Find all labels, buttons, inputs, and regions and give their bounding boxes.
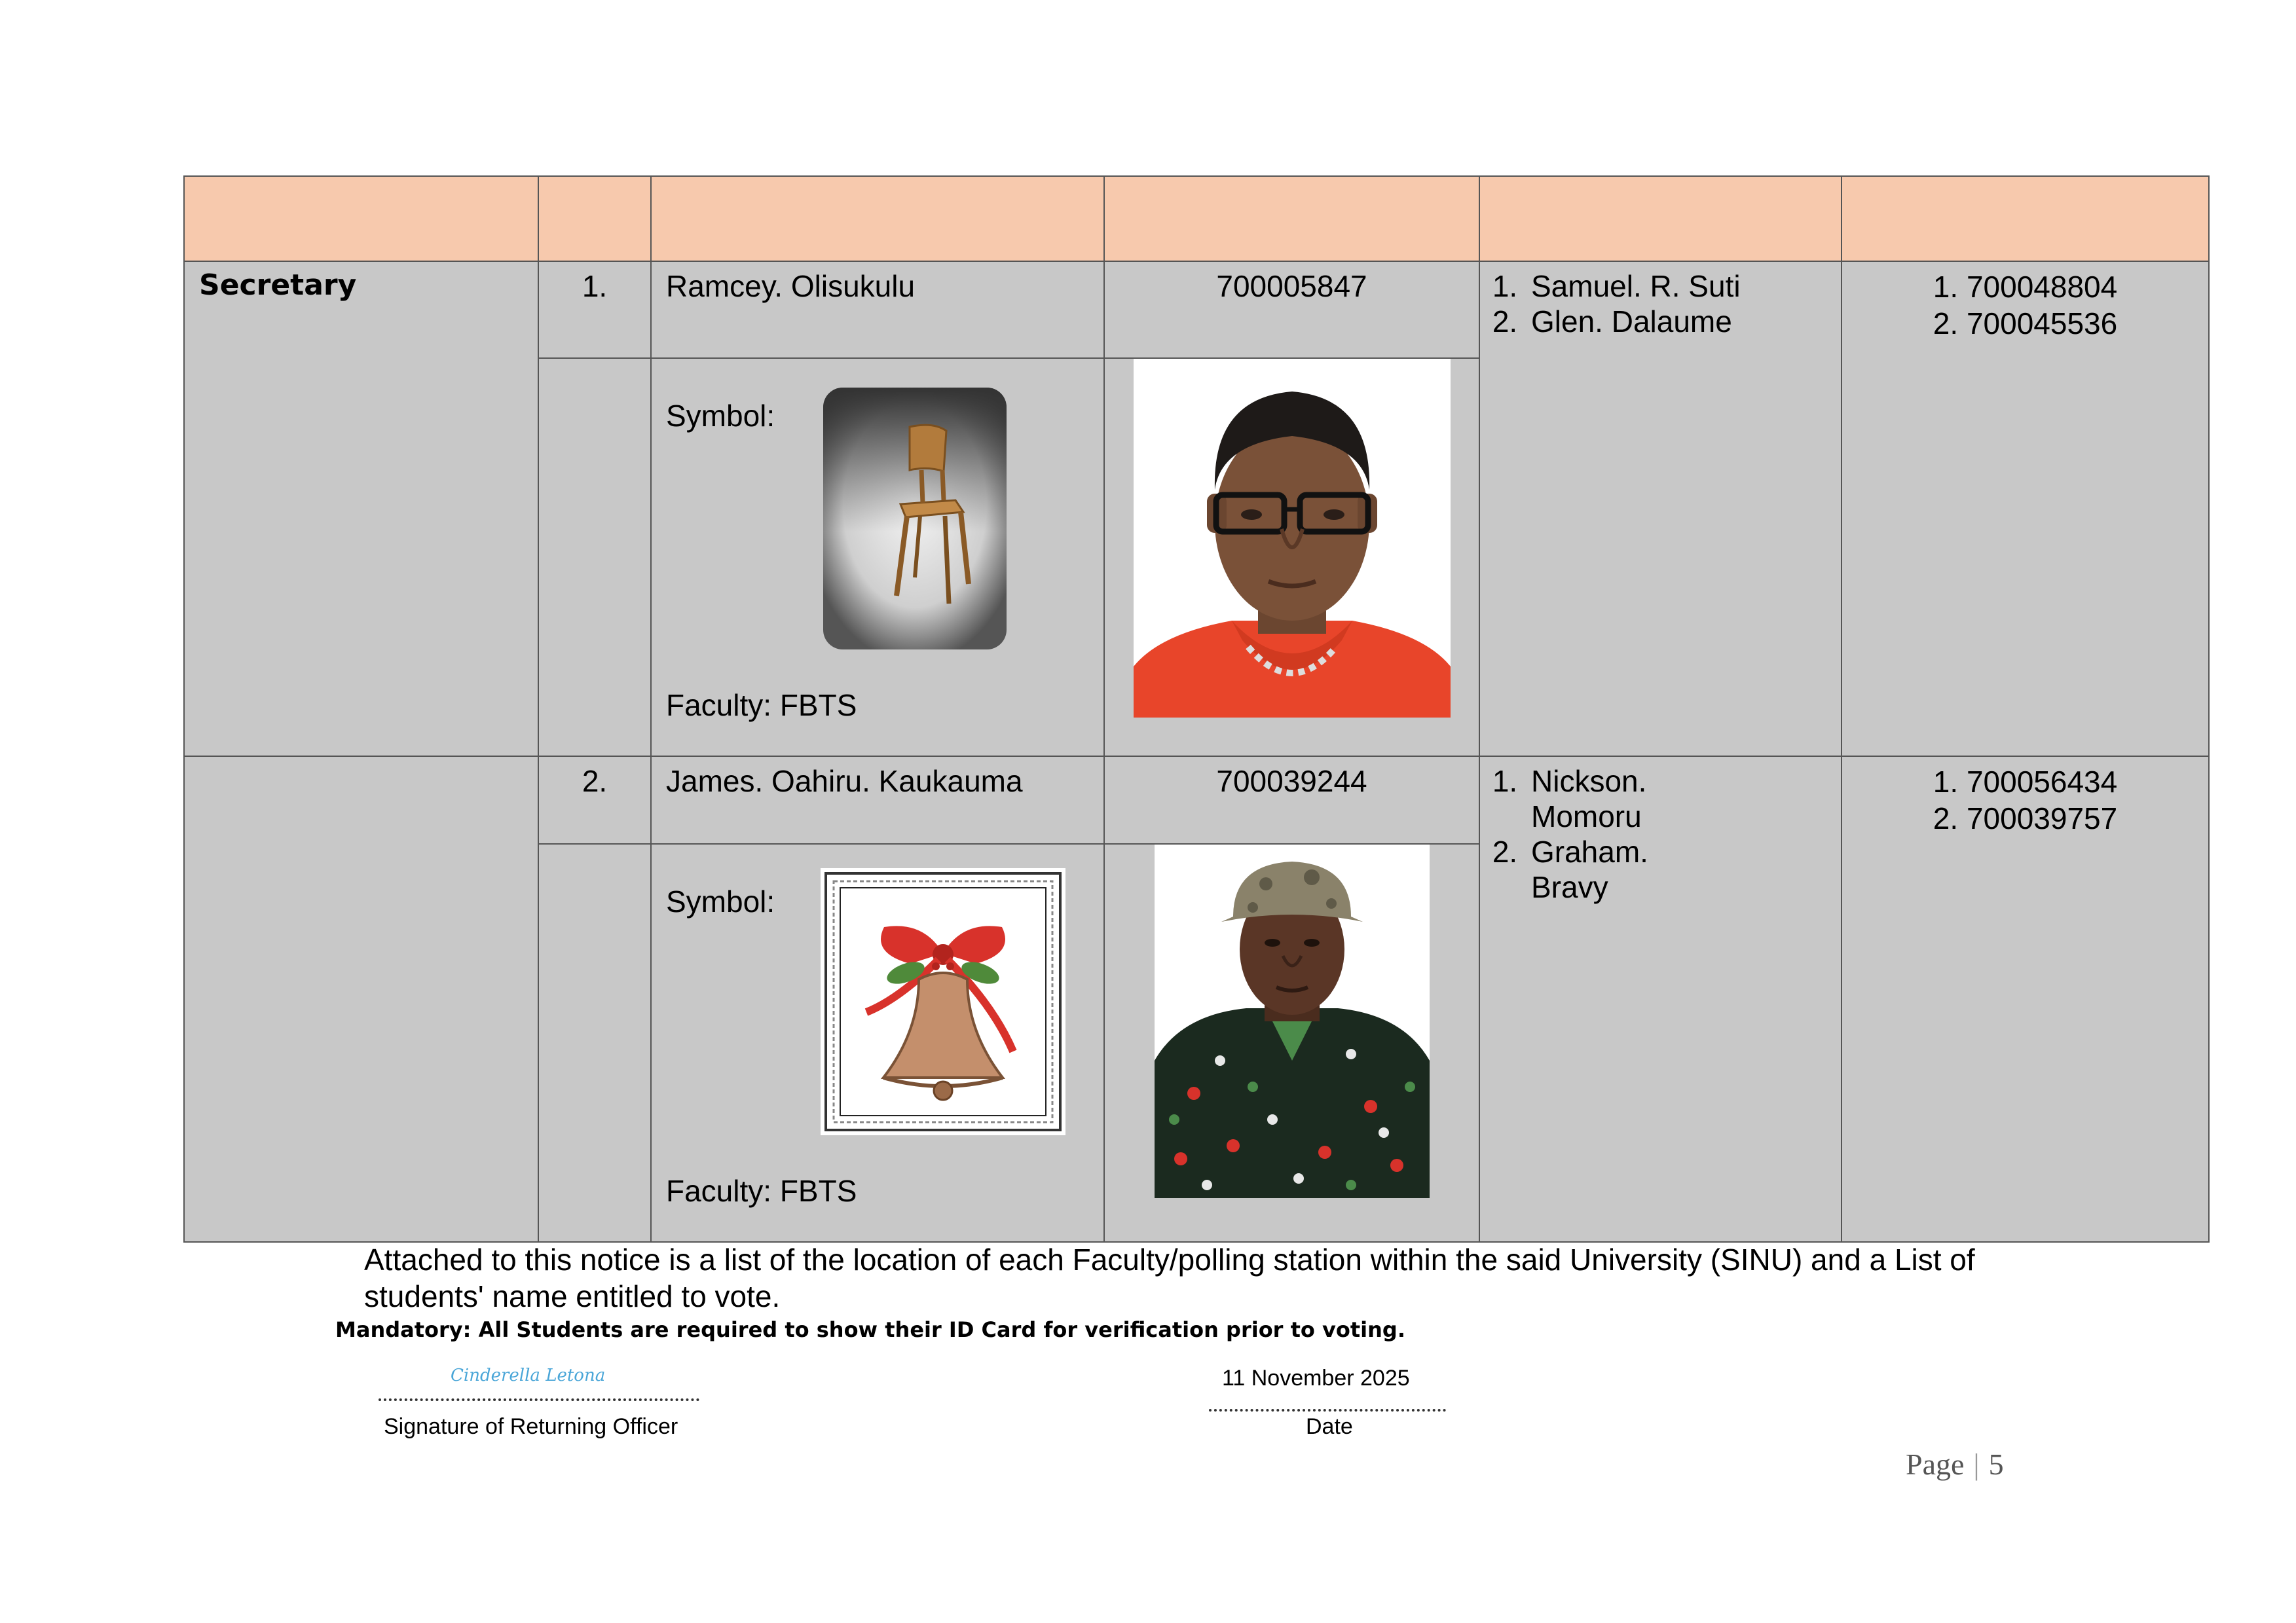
candidate-name: Ramcey. Olisukulu — [666, 269, 916, 303]
page-separator: | — [1973, 1448, 1980, 1481]
candidate-number: 1. — [582, 269, 608, 303]
symbol-cell — [651, 358, 1104, 756]
nominator-name: 1. Nickson. Momoru — [1526, 763, 1722, 834]
name-cell — [651, 261, 1104, 358]
photo-cell — [1104, 358, 1479, 756]
notice-text: Attached to this notice is a list of the location of each Faculty/polling station within the said University (SINU) and a List of students' name entitled to vote. — [364, 1243, 1975, 1314]
candidate-id: 700039244 — [1216, 764, 1367, 798]
date-line — [1209, 1409, 1446, 1412]
id-cell — [1104, 261, 1479, 358]
id-cell — [1104, 756, 1479, 844]
nominator-list — [1480, 763, 1722, 905]
name-cell — [651, 756, 1104, 844]
nominator-ids-cell — [1842, 756, 2209, 1242]
post-cell — [184, 261, 538, 756]
header-cell — [1104, 176, 1479, 261]
faculty-label: Faculty: FBTS — [666, 1174, 857, 1208]
chair-icon — [823, 388, 1007, 649]
signature-label: Signature of Returning Officer — [384, 1414, 678, 1439]
nominator-list — [1480, 268, 1841, 339]
candidate-photo — [1134, 359, 1451, 718]
header-cell — [651, 176, 1104, 261]
page-number: 5 — [1988, 1448, 2004, 1481]
nominator-id: 2. 700045536 — [1933, 306, 2118, 341]
nominator-ids-cell — [1842, 261, 2209, 756]
nominator-name: 2. Glen. Dalaume — [1526, 304, 1841, 339]
header-cell — [184, 176, 538, 261]
signature-name: Cinderella Letona — [451, 1366, 606, 1385]
candidate-name: James. Oahiru. Kaukauma — [666, 764, 1023, 798]
photo-cell — [1104, 844, 1479, 1242]
page-label: Page — [1906, 1448, 1965, 1481]
number-cell — [538, 844, 651, 1242]
post-cell — [184, 756, 538, 1242]
nominator-id: 1. 700048804 — [1933, 270, 2118, 304]
candidate-id: 700005847 — [1216, 269, 1367, 303]
symbol-label: Symbol: — [666, 399, 775, 433]
symbol-cell — [651, 844, 1104, 1242]
number-cell — [538, 756, 651, 844]
candidate-table — [183, 175, 2210, 1243]
header-cell — [538, 176, 651, 261]
table-row — [184, 261, 2209, 358]
nominator-id: 2. 700039757 — [1933, 801, 2118, 836]
date-value: 11 November 2025 — [1222, 1366, 1410, 1391]
mandatory-text: Mandatory: All Students are required to show their ID Card for verification prior to voting. — [335, 1317, 1405, 1342]
bell-icon — [821, 868, 1065, 1135]
header-cell — [1479, 176, 1842, 261]
post-title — [185, 757, 538, 763]
nominator-name: 2. Graham. Bravy — [1526, 834, 1722, 905]
nominators-cell — [1479, 261, 1842, 756]
page-footer — [1906, 1447, 2004, 1482]
table-row — [184, 756, 2209, 844]
post-title: Secretary — [199, 268, 357, 302]
date-label: Date — [1306, 1414, 1353, 1439]
table-header-row — [184, 176, 2209, 261]
symbol-label: Symbol: — [666, 884, 775, 919]
nominator-name: 1. Samuel. R. Suti — [1526, 268, 1841, 304]
number-cell — [538, 261, 651, 358]
signature-line — [379, 1398, 699, 1401]
nominators-cell — [1479, 756, 1842, 1242]
candidate-number: 2. — [582, 764, 608, 798]
header-cell — [1842, 176, 2209, 261]
nominator-id: 1. 700056434 — [1933, 765, 2118, 799]
number-cell — [538, 358, 651, 756]
candidate-photo — [1155, 845, 1430, 1198]
faculty-label: Faculty: FBTS — [666, 688, 857, 722]
